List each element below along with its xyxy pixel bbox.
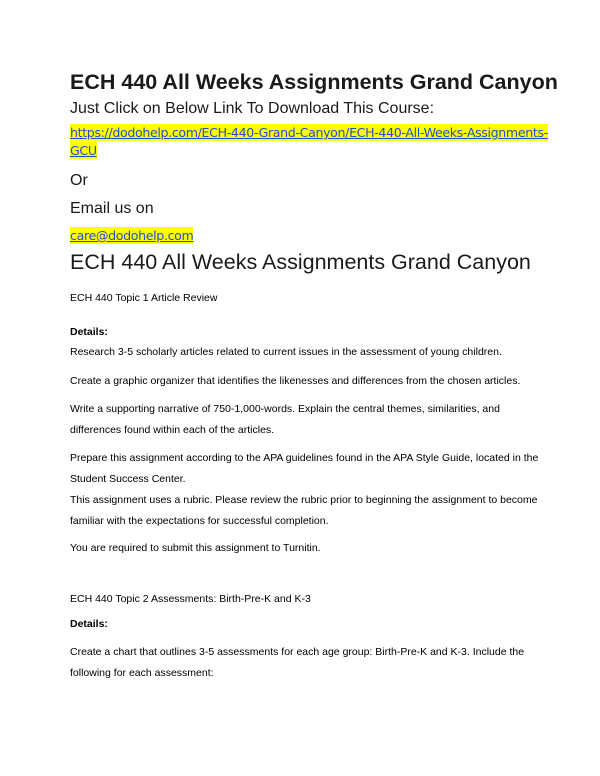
email-link[interactable] [70, 227, 193, 245]
topic1-paragraph-3: Write a supporting narrative of 750-1,000-words. Explain the central themes, similarities, and differences found within each of the articles. [70, 403, 500, 436]
document-title: ECH 440 All Weeks Assignments Grand Canyon [70, 70, 558, 94]
topic1-paragraph-6: You are required to submit this assignment to Turnitin. [70, 542, 321, 554]
email-link-text[interactable]: care@dodohelp.com [70, 228, 194, 243]
topic2-paragraph-1: Create a chart that outlines 3-5 assessments for each age group: Birth-Pre-K and K-3. Include the following for each assessment: [70, 646, 525, 679]
intro-text: Just Click on Below Link To Download This Course: [70, 100, 435, 117]
download-link-line-1[interactable]: https://dodohelp.com/ECH-440-Grand-Canyon/ECH-440-All-Weeks-Assignments- [70, 125, 548, 140]
section-title: ECH 440 All Weeks Assignments Grand Canyon [70, 250, 531, 274]
topic2-details-label: Details: [70, 618, 108, 630]
topic1-paragraph-5: This assignment uses a rubric. Please review the rubric prior to beginning the assignment to become familiar with the expectations for successful completion. [70, 494, 538, 527]
topic1-paragraph-2: Create a graphic organizer that identifies the likenesses and differences from the chosen articles. [70, 375, 521, 387]
topic1-paragraph-1: Research 3-5 scholarly articles related to current issues in the assessment of young children. [70, 346, 502, 358]
topic2-heading: ECH 440 Topic 2 Assessments: Birth-Pre-K and K-3 [70, 593, 311, 605]
topic1-details-label: Details: [70, 326, 108, 338]
topic1-heading: ECH 440 Topic 1 Article Review [70, 292, 218, 304]
topic1-paragraph-4: Prepare this assignment according to the APA guidelines found in the APA Style Guide, located in the Student Success Center. [70, 452, 539, 485]
download-link-line-2[interactable]: GCU [70, 143, 97, 158]
or-text: Or [70, 172, 88, 189]
email-text: Email us on [70, 200, 154, 217]
download-link[interactable] [70, 124, 548, 160]
